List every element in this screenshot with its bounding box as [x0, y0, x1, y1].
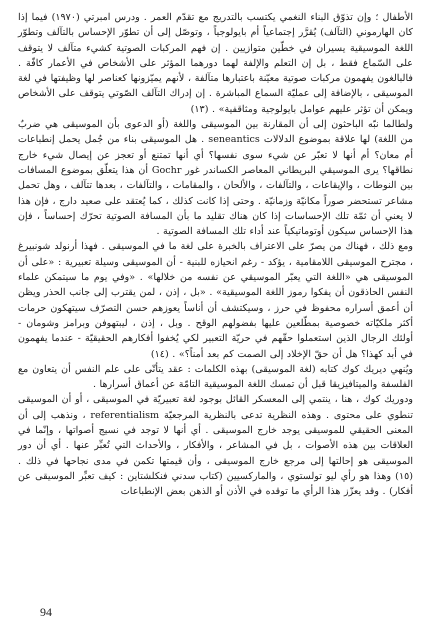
paragraph-1: الأطفال ؛ وإن تذوّق البناء النغمي يكتسب بالتدريج مع تقدّم العمر . ودرس امبرتي (١٩٧٠) فيما إذا كان الهارموني (التآلف) يُقرَّر إجتماعياً أم بايولوجياً ، وتوصّل إلى أن تطوّر الإحساس بالتآلف وتطوّر اللغة الموسيقية يسيران في خطّين متوازيين . إن فهم المركبات الصوتية كشيء متآلف لا يتوقف على السّماع فقط ، بل إن التعلم والإلفة لهما دورهما المؤثر على الأشخاص في الأعمار كافّة . فالبالغون يفهمون مركبات صوتية معيّنة باعتبارها متآلفة ، لأنهم يميّزونها كعناصر لها وظيفتها في لغة الموسيقى ، بالإضافة إلى عمليّة السماع المباشرة . إن إدراك التآلف الصّوتي يتوقف على الأشخاص ويمكن أن تؤثر عليهم عوامل بايولوجية ومثاقفية» . (١٣) — [18, 12, 413, 115]
body-text — [18, 10, 413, 500]
paragraph-4: ويُنهي ديريك كوك كتابه (لغة الموسيقى) بهذه الكلمات : عقد يتأتّى على علم النفس أن يتعاون مع الفلسفة والميتافيزيقا قبل أن تمسك اللغة الموسيقية التامّة عن أعماق أسرارها . — [18, 363, 413, 391]
paragraph-2: ولطالما نبّه الباحثون إلى أن المقارنة بين الموسيقى واللغة (أو الدعوى بأن الموسيقى هي ضربٌ من اللغة) لها علاقة بموضوع الدلالات seneantics . هل الموسيقى بناء من جُمل يحمل إنطباعات أم معان؟ أم أنها لا تعبّر عن شيء سوى نفسها؟ أي أنها تمتنع أو تعجز عن إيصال شيء خارج نطاقها؟ يرى الموسيقي البريطاني المعاصر الكساندر غور Gochr أن هذا يتعلّق بموضوع المسافات بين النوطات ، والإيقاعات ، والتآلفات ، والألحان ، والمقامات ، والتآلفات ، بعدها تتآلف ، وهل تحمل مشاعر تستحضر صوراً مكانيّة وزمانيّة . وحتى إذا كانت كذلك ، كما يُعتقد على صعيد دارج ، فإن هذا لا يعني أن ثمّة تلك الإحساسات إذا كان هناك تقليد ما بأن المسافة الصوتية تحرّك إحساساً ، فإن هذا الإحساس سيكون أوتوماتيكياً عند أداء تلك المسافة الصوتية . — [18, 119, 414, 238]
page-number: 94 — [40, 605, 52, 619]
paragraph-5: ودوريك كوك ، هنا ، ينتمي إلى المعسكر القائل بوجود لغة تعبيريّة في الموسيقى ، أو أن الموسيقى تنطوي على محتوى . وهذه النظرية تدعى بالنظرية المرجعيّة referentialism ، ونذهب إلى أن المعنى الحقيقي للموسيقى يوجد خارج الموسيقى . أي أنها لا توجد في نسيج أصواتها ، وإنّما في العلاقات بين هذه الأصوات ، بل في المشاعر ، والأفكار ، والأحداث التي تُعبِّر عنها . أي أن دور الموسيقى هو إحالتها إلى مرجع خارج الموسيقى ، وأن قيمتها تكمن في مدى نجاحها في ذلك . (١٥) وهذا هو رأي ليو تولستوي ، والماركسيين (كتاب سدني فنكلشتاين : كيف تعبِّر الموسيقى عن أفكار) . وقد يعزّز هذا الرأي ما توقده في الأذن أو الذهن بعض الإنطباعات — [18, 394, 413, 498]
paragraph-3: ومع ذلك ، فهناك من يصرّ على الاعتراف بالخبرة على لغة ما في الموسيقى . فهذا أرنولد شونبيرغ ، مجترح الموسيقى اللامقامية ، يؤكد - رغم انحيازه للبنية - أن الموسيقى وسيلة تعبيرية : «على أن الموسيقى هي «اللغة التي يعبّر الموسيقي عن نفسه من خلالها» . «وفي يوم ما سيتمكن علماء النفس الحاذقون أن يفكوا رموز اللغة الموسيقية» . «بل ، إذن ، لمن يقترب إلى جانب الحذر ويظن أن أعمق أسراره محفوظ في حرز ، وسيكتشف أن أناساً يعوزهم حسن التصرّف سيتهكون حرمات أكثر ملكيّاته خصوصية بمطّلعين عليها بفضولهم الوقح . وبل ، إذن ، ليبتهوفن وبرامز وشومان - أولئك الرجال الذين استعملوا حقّهم في حريّة التعبير لكي يُخفوا أفكارهم الحقيقيّة - عندما يفهمون في أبد كهذا؟ هل أن حقّ الإخلاد إلى الصمت كم بعد أمناً؟» . (١٤) — [18, 241, 413, 360]
